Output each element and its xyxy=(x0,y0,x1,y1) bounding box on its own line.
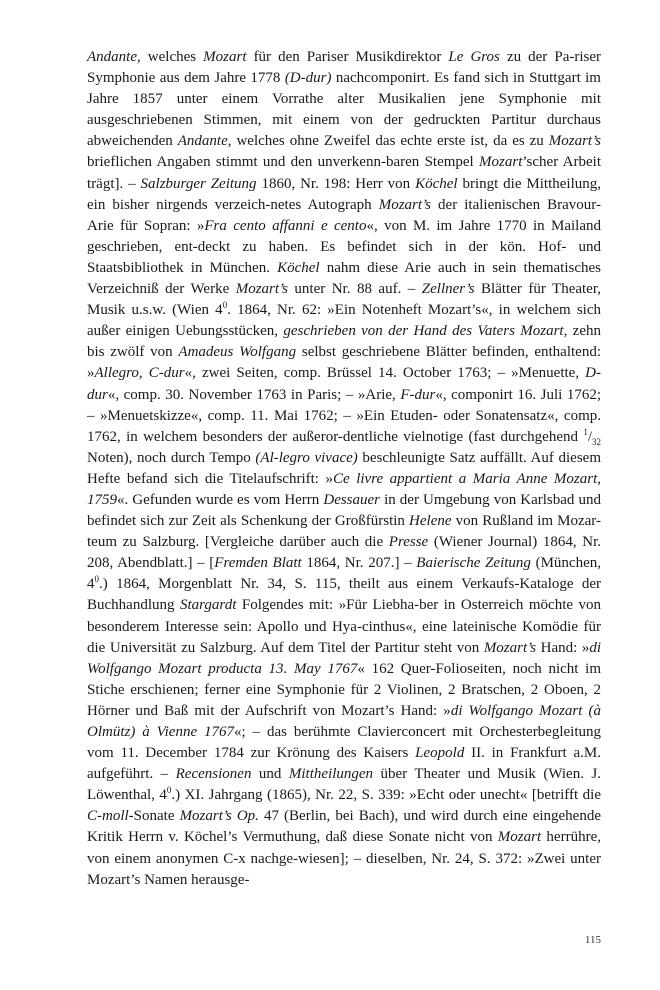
italic-text-segment: Presse xyxy=(388,534,429,551)
italic-text-segment: Mozart’s xyxy=(378,196,431,213)
italic-text-segment: Fra cento affanni e cento xyxy=(204,217,367,234)
text-segment: über Theater und Musik (Wien. J. Löwenthal, 4 xyxy=(87,766,602,804)
text-segment: bringt die Mittheilung, ein bisher nirgends verzeich-netes Autograph xyxy=(87,175,601,213)
italic-text-segment: di Wolfgango Mozart producta 13. May 1767 xyxy=(87,639,601,677)
italic-text-segment: Mozart’s Op. xyxy=(179,808,259,825)
text-segment: «. Gefunden wurde es vom Herrn xyxy=(117,491,324,508)
italic-text-segment: Le Gros xyxy=(448,49,500,65)
text-segment: .) 1864, Morgenblatt Nr. 34, S. 115, theilt aus einem Verkaufs-Kataloge der Buchhandlung xyxy=(87,576,601,614)
text-segment: ’scher Arbeit trägt]. – xyxy=(87,154,601,192)
text-segment: -Sonate xyxy=(128,808,180,825)
text-segment: Folgendes mit: »Für Liebha-ber in Osterreich möchte von besonderem Interesse sein: Apollo und Hya-cinthus«, eine lateinische Komödie für die Universität zu Salzburg. Auf dem Titel der Partitur steht von xyxy=(87,597,602,656)
italic-text-segment: Ce livre appartient a Maria Anne Mozart, 1759 xyxy=(87,470,601,508)
italic-text-segment: Mozart’s xyxy=(235,281,288,298)
italic-text-segment: Mozart’s xyxy=(483,639,537,656)
italic-text-segment: D-dur xyxy=(87,365,601,403)
italic-text-segment: Helene xyxy=(409,513,452,530)
text-segment: und xyxy=(251,766,289,783)
italic-text-segment: Mozart xyxy=(497,829,542,846)
italic-text-segment: C-moll xyxy=(87,808,129,825)
text-segment: nachcomponirt. Es fand sich in Stuttgart im Jahre 1857 unter einem Vorrathe alter Musikalien jene Symphonie mit ausgeschriebenen Stimmen, mit einem von der gedruckten Partitur durchaus abweichenden xyxy=(87,70,601,150)
text-segment: nahm diese Arie auch in sein thematisches Verzeichniß der Werke xyxy=(87,259,602,298)
italic-text-segment: Mozart’s xyxy=(548,133,601,150)
text-segment: von Rußland im Mozar-teum zu Salzburg. [Vergleiche darüber auch die xyxy=(87,513,601,551)
script-text-segment: 0 xyxy=(222,300,228,311)
italic-text-segment: Fremden Blatt xyxy=(214,555,302,572)
italic-text-segment: Stargardt xyxy=(179,597,237,614)
text-segment: (München, 4 xyxy=(87,555,601,593)
italic-text-segment: di Wolfgango Mozart (à Olmütz) à Vienne 1767 xyxy=(87,702,601,740)
text-segment: 1864, Nr. 207.] – xyxy=(301,555,417,572)
text-segment: «, von M. im Jahre 1770 in Mailand geschrieben, ent-deckt zu haben. Es befindet sich in der kön. Hof- und Staatsbibliothek in München. xyxy=(87,217,601,276)
body-text xyxy=(87,47,601,891)
script-text-segment: 0 xyxy=(94,574,99,585)
text-segment: «; – das berühmte Clavierconcert mit Orchesterbegleitung vom 11. December 1784 zur Krönung des Kaisers xyxy=(87,724,602,762)
italic-text-segment: geschrieben von der Hand des Vaters Mozart xyxy=(283,323,564,340)
script-text-segment: 0 xyxy=(166,785,172,796)
text-segment: .) XI. Jahrgang (1865), Nr. 22, S. 339: »Echt oder unecht« [betrifft die xyxy=(171,787,601,804)
text-segment: (Wiener Journal) 1864, Nr. 208, Abendblatt.] – [ xyxy=(87,534,601,572)
italic-text-segment: Mittheilungen xyxy=(288,766,374,783)
text-segment: 47 (Berlin, bei Bach), und wird durch eine eingehende Kritik Herrn v. Köchel’s Vermuthung, daß diese Sonate nicht von xyxy=(87,808,601,846)
text-segment: Blätter für Theater, Musik u.s.w. (Wien 4 xyxy=(87,281,601,319)
text-segment: « 162 Quer-Folioseiten, noch nicht im Stiche erschienen; ferner eine Symphonie für 2 Violinen, 2 Bratschen, 2 Oboen, 2 Hörner und Baß mit der Aufschrift von Mozart’s Hand: » xyxy=(87,660,601,719)
italic-text-segment: (D-dur) xyxy=(284,70,332,87)
italic-text-segment: Mozart xyxy=(203,49,247,65)
text-segment: Noten), noch durch Tempo xyxy=(87,449,256,466)
italic-text-segment: Andante, xyxy=(177,133,232,150)
italic-text-segment: Baierische Zeitung xyxy=(416,555,531,572)
text-segment: unter Nr. 88 auf. – xyxy=(287,281,422,298)
italic-text-segment: Mozart xyxy=(479,154,523,171)
text-segment: beschleunigte Satz auffällt. Auf diesem Hefte befand sich die Titelaufschrift: » xyxy=(87,449,601,487)
script-text-segment: 1 xyxy=(583,426,588,437)
text-segment: welches xyxy=(140,49,204,65)
text-segment: herrühre, von einem anonymen C-x nachge-wiesen]; – dieselben, Nr. 24, S. 372: »Zwei unter Mozart’s Namen herausge- xyxy=(87,829,601,888)
text-segment: «, zwei Seiten, comp. Brüssel 14. October 1763; – »Menuette, xyxy=(184,365,586,382)
text-segment: welches ohne Zweifel das echte erste ist, da es zu xyxy=(231,133,549,150)
page-number: 115 xyxy=(584,934,601,946)
italic-text-segment: Salzburger Zeitung xyxy=(140,175,257,192)
italic-text-segment: Allegro, C-dur xyxy=(94,365,185,382)
italic-text-segment: F-dur xyxy=(400,386,436,403)
text-segment: zu der Pa-riser Symphonie aus dem Jahre 1778 xyxy=(87,49,601,87)
text-segment: der italienischen Bravour-Arie für Sopran: » xyxy=(87,196,601,234)
italic-text-segment: Dessauer xyxy=(323,491,381,508)
text-segment: für den Pariser Musikdirektor xyxy=(246,49,449,65)
italic-text-segment: Recensionen xyxy=(175,766,252,783)
text-segment: . 1864, Nr. 62: »Ein Notenheft Mozart’s«, in welchem sich außer einigen Uebungsstücken, xyxy=(87,302,601,340)
text-segment: «, componirt 16. Juli 1762; – »Menuetskizze«, comp. 11. Mai 1762; – »Ein Etuden- oder Sonatensatz«, comp. 1762, in welchem besonders der außeror-dentliche vielnotige (fast durchgehend xyxy=(87,386,602,445)
text-segment: in der Umgebung von Karlsbad und befindet sich zur Zeit als Schenkung der Großfürstin xyxy=(87,491,601,530)
italic-text-segment: Amadeus Wolfgang xyxy=(178,344,297,361)
italic-text-segment: Andante, xyxy=(87,49,141,65)
text-segment: , zehn bis zwölf von xyxy=(87,323,602,361)
text-segment: Hand: » xyxy=(536,639,590,656)
script-text-segment: 32 xyxy=(592,436,601,447)
text-segment: brieflichen Angaben stimmt und den unverkenn-baren Stempel xyxy=(87,154,480,171)
text-segment: selbst geschriebene Blätter befinden, enthaltend: » xyxy=(87,344,601,382)
text-segment: II. in Frankfurt a.M. aufgeführt. – xyxy=(87,745,601,783)
text-segment: / xyxy=(587,428,592,445)
italic-text-segment: Köchel xyxy=(277,259,320,276)
italic-text-segment: (Al-legro vivace) xyxy=(255,449,358,466)
italic-text-segment: Leopold xyxy=(415,745,465,762)
text-segment: «, comp. 30. November 1763 in Paris; – »Arie, xyxy=(107,386,401,403)
italic-text-segment: Köchel xyxy=(415,175,458,192)
text-segment: 1860, Nr. 198: Herr von xyxy=(256,175,416,192)
italic-text-segment: Zellner’s xyxy=(421,281,475,298)
